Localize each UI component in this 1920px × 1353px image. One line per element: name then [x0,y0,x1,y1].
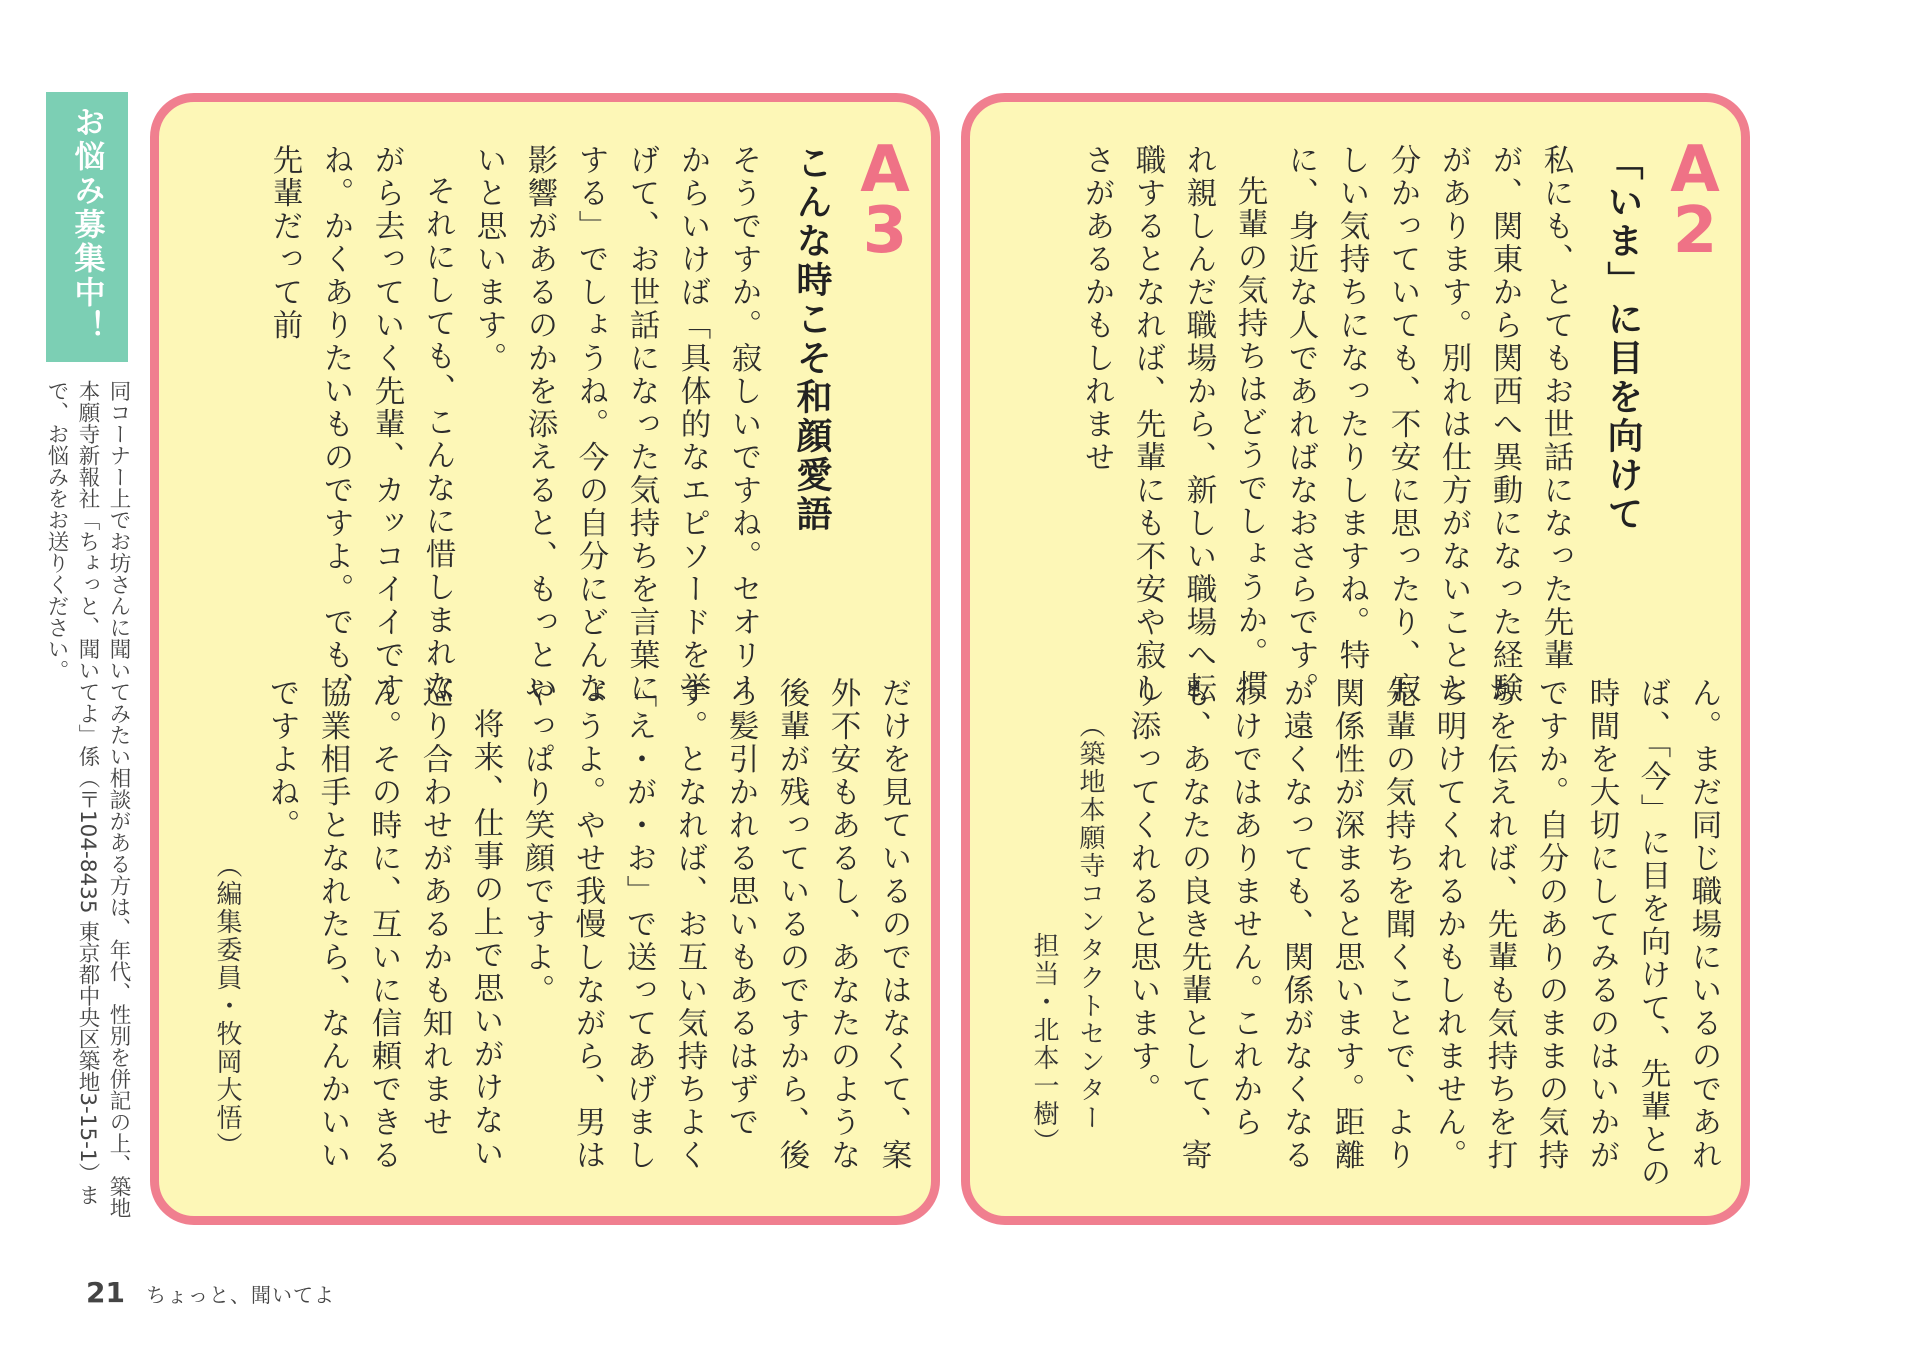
page-footer [86,1276,335,1309]
badge-letter: A [1670,133,1720,207]
answer-body-top-a2 [991,144,1581,724]
publication-title: ちょっと、聞いてよ [146,1283,336,1307]
paragraph: それにしても、こんなに惜しまれながら去っていく先輩、カッコイイですね。かくありたいものですよ。でも、先輩だって前 [267,144,455,705]
answer-body-top-a3 [169,144,769,724]
badge-letter: A [860,133,910,207]
signature-a3: （編集委員・牧岡大悟） [212,852,242,1160]
paragraph: 将来、仕事の上で思いがけない巡り合わせがあるかも知れません。その時に、互いに信頼できる協業相手となれたら、なんかいいですよね。 [264,677,503,1172]
paragraph: そうですか。寂しいですね。セオリーからいけば「具体的なエピソードを挙げて、お世話になった気持ちを言葉にする」でしょうね。今の自分にどんな影響があるのかを添えると、もっといいと思います。 [471,144,761,705]
paragraph: ん。まだ同じ職場にいるのであれば、「今」に目を向けて、先輩との時間を大切にしてみるのはいかがですか。自分のありのままの気持ちを伝えれば、先輩も気持ちを打ち明けてくれるかもしれません。先輩の気持ちを聞くことで、より関係性が深まると思います。距離が遠くなっても、関係がなくなるわけではありません。これからも、あなたの良き先輩として、寄り添ってくれると思います。 [1125,677,1721,1190]
signature-name-a2: 担当・北本一樹） [1029,932,1059,1156]
paragraph: 私にも、とてもお世話になった先輩が、関東から関西へ異動になった経験があります。別れは仕方がないことと分かっていても、不安に思ったり、寂しい気持ちになったりしますね。特に、身近な人であればなおさらです。 [1283,144,1573,705]
answer-card-a2 [961,93,1750,1225]
signature-org-a2: （築地本願寺コンタクトセンター [1075,712,1105,1132]
paragraph: 先輩の気持ちはどうでしょうか。慣れ親しんだ職場から、新しい職場へ転職するとなれば、先輩にも不安や寂しさがあるかもしれませ [1079,144,1267,705]
answer-body-bottom-a3 [239,677,919,1197]
badge-number: 2 [1672,193,1718,268]
answer-badge-a2 [1655,133,1735,268]
recruitment-tab [46,92,128,362]
answer-badge-a3 [845,133,925,268]
answer-heading-a3: こんな時こそ和顔愛語 [791,144,833,534]
answer-card-a3 [150,93,940,1225]
badge-number: 3 [862,193,908,268]
page-number: 21 [86,1276,125,1309]
submission-note: 同コーナー上でお坊さんに聞いてみたい相談がある方は、年代、性別を併記の上、築地本願寺新報社「ちょっと、聞いてよ」係（〒104-8435 東京都中央区築地3-15-1）まで、お悩みをお送りください。 [44,380,131,1219]
paragraph: だけを見ているのではなくて、案外不安もあるし、あなたのような後輩が残っているのですから、後ろ髪引かれる思いもあるはずです。となれば、お互い気持ちよく「え・が・お」で送ってあげましょうよ。やせ我慢しながら、男はやっぱり笑顔ですよ。 [519,677,911,1172]
answer-heading-a2: 「いま」に目を向けて [1602,144,1644,534]
answer-body-bottom-a2 [1049,677,1729,1197]
recruitment-tab-label: お悩み募集中！ [68,106,105,344]
